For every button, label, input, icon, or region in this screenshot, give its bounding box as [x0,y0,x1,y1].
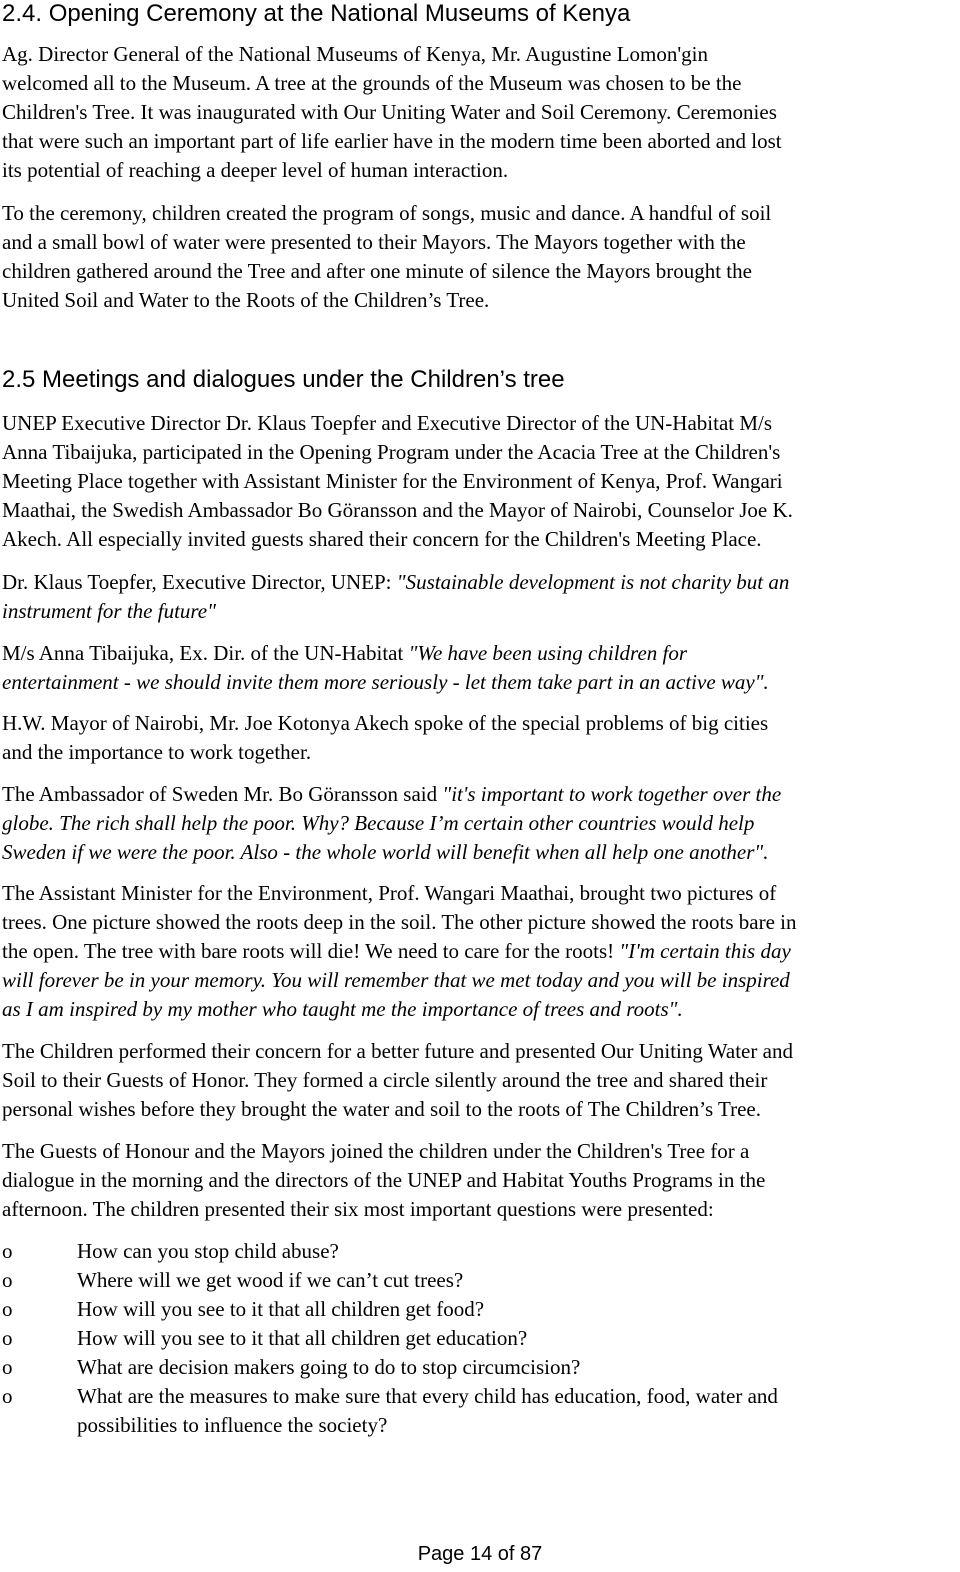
quote-text: will forever be in your memory. You will remember that we met today and you will be inspired [2,968,790,992]
text-line: Children's Tree. It was inaugurated with Our Uniting Water and Soil Ceremony. Ceremonies [2,100,777,124]
bullet-marker: o [2,1297,13,1321]
quote-text: instrument for the future" [2,599,216,623]
text-line: The Guests of Honour and the Mayors joined the children under the Children's Tree for a [2,1139,750,1163]
speaker-text: The Ambassador of Sweden Mr. Bo Göransson said [2,782,443,806]
text-line: Soil to their Guests of Honor. They formed a circle silently around the tree and shared their [2,1068,768,1092]
quote-text: "it's important to work together over the [442,782,782,806]
list-item: o What are the measures to make sure that every child has education, food, water and possibilities to influence the society? [2,1384,778,1437]
text-line: the open. The tree with bare roots will die! We need to care for the roots! [2,939,620,963]
speaker-text: M/s Anna Tibaijuka, Ex. Dir. of the UN-Habitat [2,641,409,665]
bullet-marker: o [2,1239,13,1263]
list-item: o How will you see to it that all children get education? [0,1324,960,1353]
text-line: and the importance to work together. [2,740,312,764]
list-item: o Where will we get wood if we can’t cut trees? [0,1266,960,1295]
section-heading-2-4: 2.4. Opening Ceremony at the National Museums of Kenya [2,0,631,27]
text-line: trees. One picture showed the roots deep in the soil. The other picture showed the roots bare in [2,910,797,934]
text-line: Meeting Place together with Assistant Minister for the Environment of Kenya, Prof. Wangari [2,469,783,493]
ambassador-quote-paragraph [2,780,960,867]
mayor-paragraph [2,709,960,767]
list-item: o What are decision makers going to do to stop circumcision? [0,1353,960,1382]
text-line: personal wishes before they brought the water and soil to the roots of The Children’s Tree. [2,1097,761,1121]
quote-text: globe. The rich shall help the poor. Why? Because I’m certain other countries would help [2,811,755,835]
bullet-marker: o [2,1326,13,1350]
quote-text: "Sustainable development is not charity but an [396,570,790,594]
text-line: and a small bowl of water were presented to their Mayors. The Mayors together with the [2,230,746,254]
questions-list [0,1237,960,1440]
text-line: The Children performed their concern for a better future and presented Our Uniting Water and [2,1039,793,1063]
quote-text: "We have been using children for [408,641,688,665]
text-line: H.W. Mayor of Nairobi, Mr. Joe Kotonya Akech spoke of the special problems of big cities [2,711,769,735]
toepfer-quote-paragraph [2,568,960,626]
quote-text: as I am inspired by my mother who taught me the importance of trees and roots". [2,997,683,1021]
page-number-footer: Page 14 of 87 [417,1543,543,1565]
text-line: that were such an important part of life earlier have in the modern time been aborted and lost [2,129,782,153]
children-performance-paragraph [2,1037,960,1124]
bullet-marker: o [2,1384,13,1408]
text-line: The Assistant Minister for the Environment, Prof. Wangari Maathai, brought two pictures of [2,881,777,905]
maathai-paragraph [2,879,960,1024]
guests-dialogue-paragraph [2,1137,960,1224]
speaker-text: Dr. Klaus Toepfer, Executive Director, UNEP: [2,570,397,594]
text-line: welcomed all to the Museum. A tree at the grounds of the Museum was chosen to be the [2,71,742,95]
quote-text: Sweden if we were the poor. Also - the whole world will benefit when all help one another". [2,840,769,864]
text-line: UNEP Executive Director Dr. Klaus Toepfer and Executive Director of the UN-Habitat M/s [2,411,773,435]
text-line: To the ceremony, children created the program of songs, music and dance. A handful of soil [2,201,772,225]
museum-welcome-paragraph [2,40,960,185]
text-line: children gathered around the Tree and after one minute of silence the Mayors brought the [2,259,752,283]
text-line: Akech. All especially invited guests shared their concern for the Children's Meeting Place. [2,527,762,551]
text-line: United Soil and Water to the Roots of the Children’s Tree. [2,288,490,312]
text-line: dialogue in the morning and the directors of the UNEP and Habitat Youths Programs in the [2,1168,766,1192]
list-item: o How will you see to it that all children get food? [0,1295,960,1324]
text-line: Ag. Director General of the National Museums of Kenya, Mr. Augustine Lomon'gin [2,42,708,66]
bullet-marker: o [2,1268,13,1292]
section-heading-2-5: 2.5 Meetings and dialogues under the Children’s tree [2,366,565,393]
text-line: its potential of reaching a deeper level of human interaction. [2,158,509,182]
tibaijuka-quote-paragraph [2,639,960,697]
list-item: o How can you stop child abuse? [0,1237,960,1266]
opening-program-paragraph [2,409,960,554]
quote-text: entertainment - we should invite them more seriously - let them take part in an active way". [2,670,769,694]
bullet-marker: o [2,1355,13,1379]
text-line: Anna Tibaijuka, participated in the Opening Program under the Acacia Tree at the Children's [2,440,781,464]
text-line: afternoon. The children presented their six most important questions were presented: [2,1197,714,1221]
quote-text: "I'm certain this day [619,939,791,963]
text-line: Maathai, the Swedish Ambassador Bo Göransson and the Mayor of Nairobi, Counselor Joe K. [2,498,793,522]
ceremony-program-paragraph [2,199,960,315]
